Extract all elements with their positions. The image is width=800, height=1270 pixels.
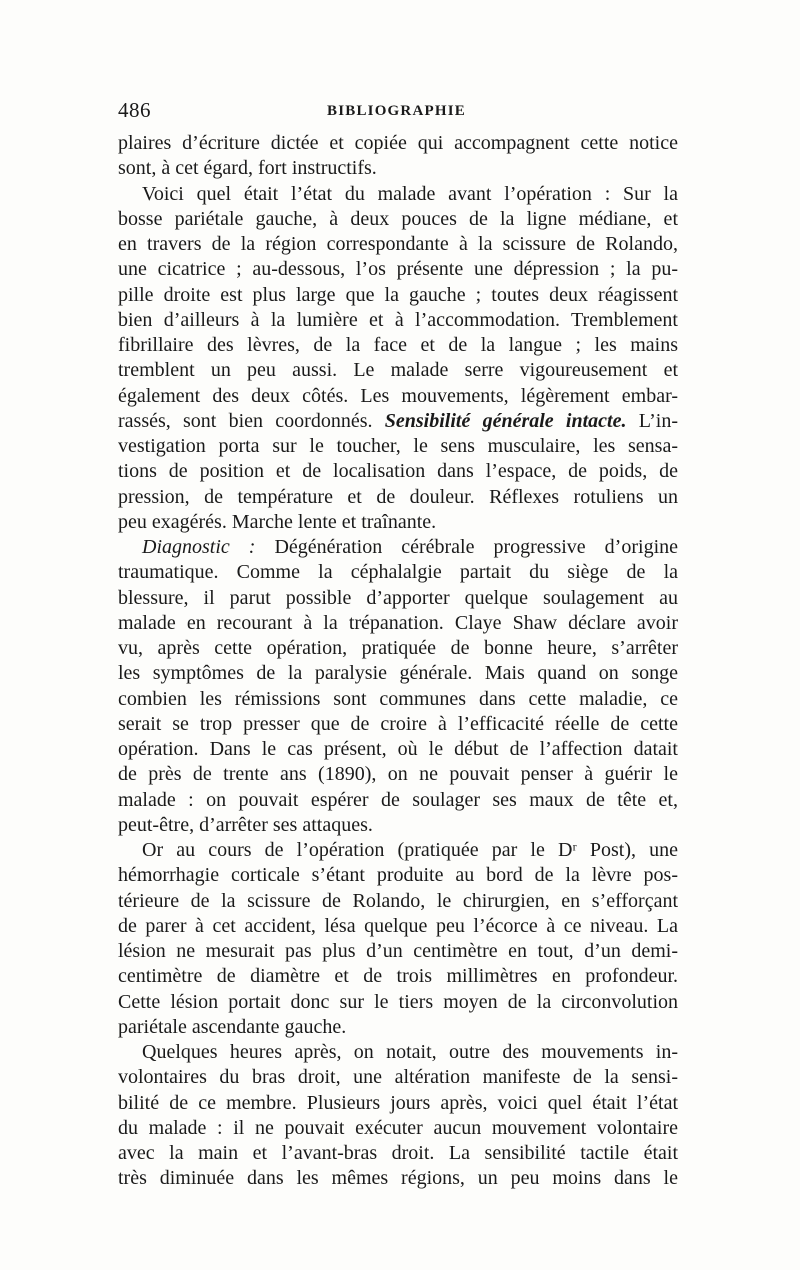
line-text: rassés, sont bien coordonnés. (118, 409, 385, 432)
line-text: Or au cours de l’opération (pratiquée par le Dʳ Post), une (142, 839, 678, 861)
line-text: pression, de température et de douleur. Réflexes rotuliens un (118, 485, 678, 508)
text-line (118, 156, 678, 181)
line-text: blessure, il parut possible d’apporter quelque soulagement au (118, 586, 678, 609)
italic-heading: Diagnostic : (142, 536, 256, 558)
text-line (118, 182, 678, 207)
line-text: également des deux côtés. Les mouvements, légèrement embar- (118, 384, 678, 407)
line-text: fibrillaire des lèvres, de la face et de la langue ; les mains (118, 334, 678, 356)
emphasized-text: Sensibilité générale intacte. (384, 409, 627, 432)
text-line (118, 661, 678, 686)
text-line (118, 283, 678, 308)
line-text: malade en recourant à la trépanation. Claye Shaw déclare avoir (118, 611, 678, 634)
text-line (118, 409, 678, 434)
line-text: plaires d’écriture dictée et copiée qui accompagnent cette notice (118, 132, 678, 154)
line-text: opération. Dans le cas présent, où le début de l’affection datait (118, 738, 678, 760)
page-number: 486 (118, 98, 151, 122)
text-line (118, 813, 678, 838)
line-text: en travers de la région correspondante à la scissure de Rolando, (118, 233, 678, 255)
line-text: L’in- (626, 409, 678, 432)
line-text: peut-être, d’arrêter ses attaques. (118, 813, 373, 836)
text-line (118, 358, 678, 383)
text-line (118, 712, 678, 737)
line-text: malade : on pouvait espérer de soulager ses maux de tête et, (118, 788, 678, 811)
line-text: volontaires du bras droit, une altération manifeste de la sensi- (118, 1066, 678, 1089)
running-title: BIBLIOGRAPHIE (327, 103, 466, 119)
line-text: pariétale ascendante gauche. (118, 1015, 347, 1038)
line-text: Cette lésion portait donc sur le tiers moyen de la circonvolution (118, 990, 678, 1013)
text-line (118, 459, 678, 484)
line-text: tions de position et de localisation dans l’espace, de poids, de (118, 460, 678, 483)
line-text: très diminuée dans les mêmes régions, un peu moins dans le (118, 1167, 678, 1190)
line-text: sont, à cet égard, fort instructifs. (118, 157, 377, 180)
line-text: vu, après cette opération, pratiquée de bonne heure, s’arrêter (118, 637, 678, 659)
line-text: vestigation porta sur le toucher, le sens musculaire, les sensa- (118, 435, 678, 457)
text-line (118, 611, 678, 636)
text-line (118, 1040, 678, 1065)
line-text: bilité de ce membre. Plusieurs jours après, voici quel était l’état (118, 1091, 678, 1114)
text-line (118, 560, 678, 585)
line-text: Dégénération cérébrale progressive d’origine (255, 536, 678, 558)
text-line (118, 586, 678, 611)
text-line (118, 333, 678, 358)
line-text: centimètre de diamètre et de trois millimètres en profondeur. (118, 965, 678, 988)
line-text: serait se trop presser que de croire à l’efficacité réelle de cette (118, 712, 678, 735)
line-text: du malade : il ne pouvait exécuter aucun mouvement volontaire (118, 1116, 678, 1139)
line-text: traumatique. Comme la céphalalgie partait du siège de la (118, 561, 678, 584)
text-line (118, 788, 678, 813)
line-text: de parer à cet accident, lésa quelque peu l’écorce à ce niveau. La (118, 914, 678, 937)
body-text (118, 131, 678, 1192)
text-line (118, 762, 678, 787)
text-line (118, 687, 678, 712)
text-line (118, 838, 678, 863)
line-text: une cicatrice ; au-dessous, l’os présente une dépression ; la pu- (118, 258, 678, 281)
text-line (118, 1141, 678, 1166)
line-text: térieure de la scissure de Rolando, le chirurgien, en s’efforçant (118, 889, 678, 912)
text-line (118, 863, 678, 888)
text-line (118, 737, 678, 762)
line-text: Voici quel était l’état du malade avant l’opération : Sur la (142, 182, 678, 205)
line-text: bien d’ailleurs à la lumière et à l’accommodation. Tremblement (118, 308, 678, 331)
line-text: les symptômes de la paralysie générale. Mais quand on songe (118, 662, 678, 685)
text-line (118, 434, 678, 459)
line-text: combien les rémissions sont communes dans cette maladie, ce (118, 687, 678, 710)
text-line (118, 257, 678, 282)
text-line (118, 131, 678, 156)
text-line (118, 1065, 678, 1090)
text-line (118, 535, 678, 560)
text-line (118, 636, 678, 661)
line-text: lésion ne mesurait pas plus d’un centimètre en tout, d’un demi- (118, 940, 678, 962)
text-line (118, 485, 678, 510)
text-line (118, 232, 678, 257)
text-line (118, 914, 678, 939)
running-head (118, 98, 680, 124)
text-line (118, 1091, 678, 1116)
line-text: pille droite est plus large que la gauche ; toutes deux réagissent (118, 283, 678, 306)
text-line (118, 207, 678, 232)
line-text: de près de trente ans (1890), on ne pouvait penser à guérir le (118, 763, 678, 786)
text-line (118, 1116, 678, 1141)
text-line (118, 1015, 678, 1040)
text-line (118, 889, 678, 914)
line-text: hémorrhagie corticale s’étant produite au bord de la lèvre pos- (118, 864, 678, 887)
text-line (118, 384, 678, 409)
text-line (118, 990, 678, 1015)
line-text: peu exagérés. Marche lente et traînante. (118, 510, 437, 533)
text-line (118, 308, 678, 333)
line-text: bosse pariétale gauche, à deux pouces de la ligne médiane, et (118, 207, 678, 230)
line-text: Quelques heures après, on notait, outre des mouvements in- (142, 1041, 678, 1063)
text-line (118, 1166, 678, 1191)
text-line (118, 939, 678, 964)
text-line (118, 964, 678, 989)
line-text: tremblent un peu aussi. Le malade serre vigoureusement et (118, 359, 678, 382)
line-text: avec la main et l’avant-bras droit. La sensibilité tactile était (118, 1142, 678, 1164)
text-line (118, 510, 678, 535)
